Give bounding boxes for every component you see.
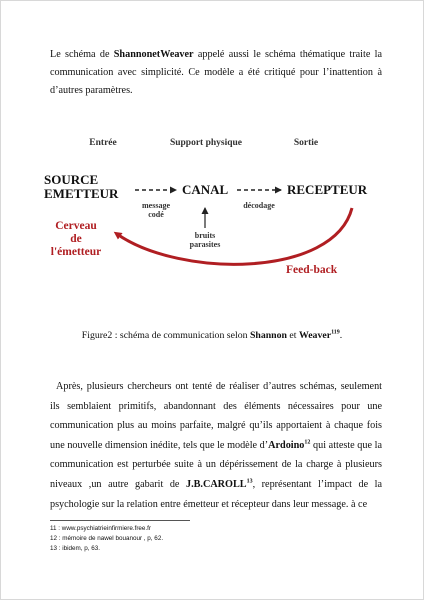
node-emetteur: EMETTEUR (44, 186, 119, 201)
label-lemetteur: l'émetteur (50, 246, 102, 258)
label-support-physique: Support physique (169, 138, 243, 148)
label-decodage: décodage (243, 201, 275, 210)
footnote-12: 12 : mémoire de nawel bouanour , p, 62. (50, 535, 164, 542)
label-message: message (142, 201, 170, 210)
label-parasites: parasites (189, 240, 221, 249)
label-code: codé (148, 210, 164, 219)
footnote-separator (50, 520, 190, 521)
label-feedback: Feed-back (286, 264, 338, 276)
label-sortie: Sortie (293, 138, 319, 148)
shannon-weaver-name: ShannonetWeaver (113, 49, 194, 60)
body-paragraph: Après, plusieurs chercheurs ont tenté de réaliser d’autres schémas, seulement ils semblaient primitifs, abandonnant des éléments nécessaires pour une communication plus au moins parfaite, malgré qu’ils apportaient à chaque fois une nouvelle dimension inédite, tels que le modèle d’Ardoino$^{12}$ qui atteste que la communication est perturbée suite à un dépérissement de la charge à plusieurs niveaux ,un autre gabarit de J.B.CAROLL$^{13}$, représentant l’impact de la psychologie sur la relation entre émetteur et récepteur dans leur message. à ce (50, 381, 382, 510)
footnote-ref-12: 12 (304, 439, 311, 446)
node-canal: CANAL (182, 182, 229, 197)
communication-diagram (30, 128, 390, 296)
label-de: de (70, 233, 82, 245)
label-bruits: bruits (194, 231, 216, 240)
node-source: SOURCE (44, 172, 99, 187)
label-entree: Entrée (89, 138, 117, 148)
node-recepteur: RECEPTEUR (287, 182, 368, 197)
footnote-11: 11 : www.psychiatrieinfirmiere.free.fr (50, 525, 152, 532)
ardoino-name: Ardoino (268, 439, 305, 451)
footnotes (50, 524, 380, 554)
footnote-13: 13 : ibidem, p, 63. (50, 545, 101, 552)
label-cerveau: Cerveau (55, 220, 97, 232)
caroll-name: J.B.CAROLL (185, 478, 247, 490)
intro-paragraph: Le schéma de ShannonetWeaver appelé aussi le schéma thématique traite la communication avec simplicité. Ce modèle a été critiqué pour l’inattention à d’autres paramètres. (50, 49, 382, 96)
figure-caption: Figure2 : schéma de communication selon Shannon et Weaver$^{119}$. (81, 329, 343, 341)
footnote-ref-13: 13 (246, 478, 253, 485)
